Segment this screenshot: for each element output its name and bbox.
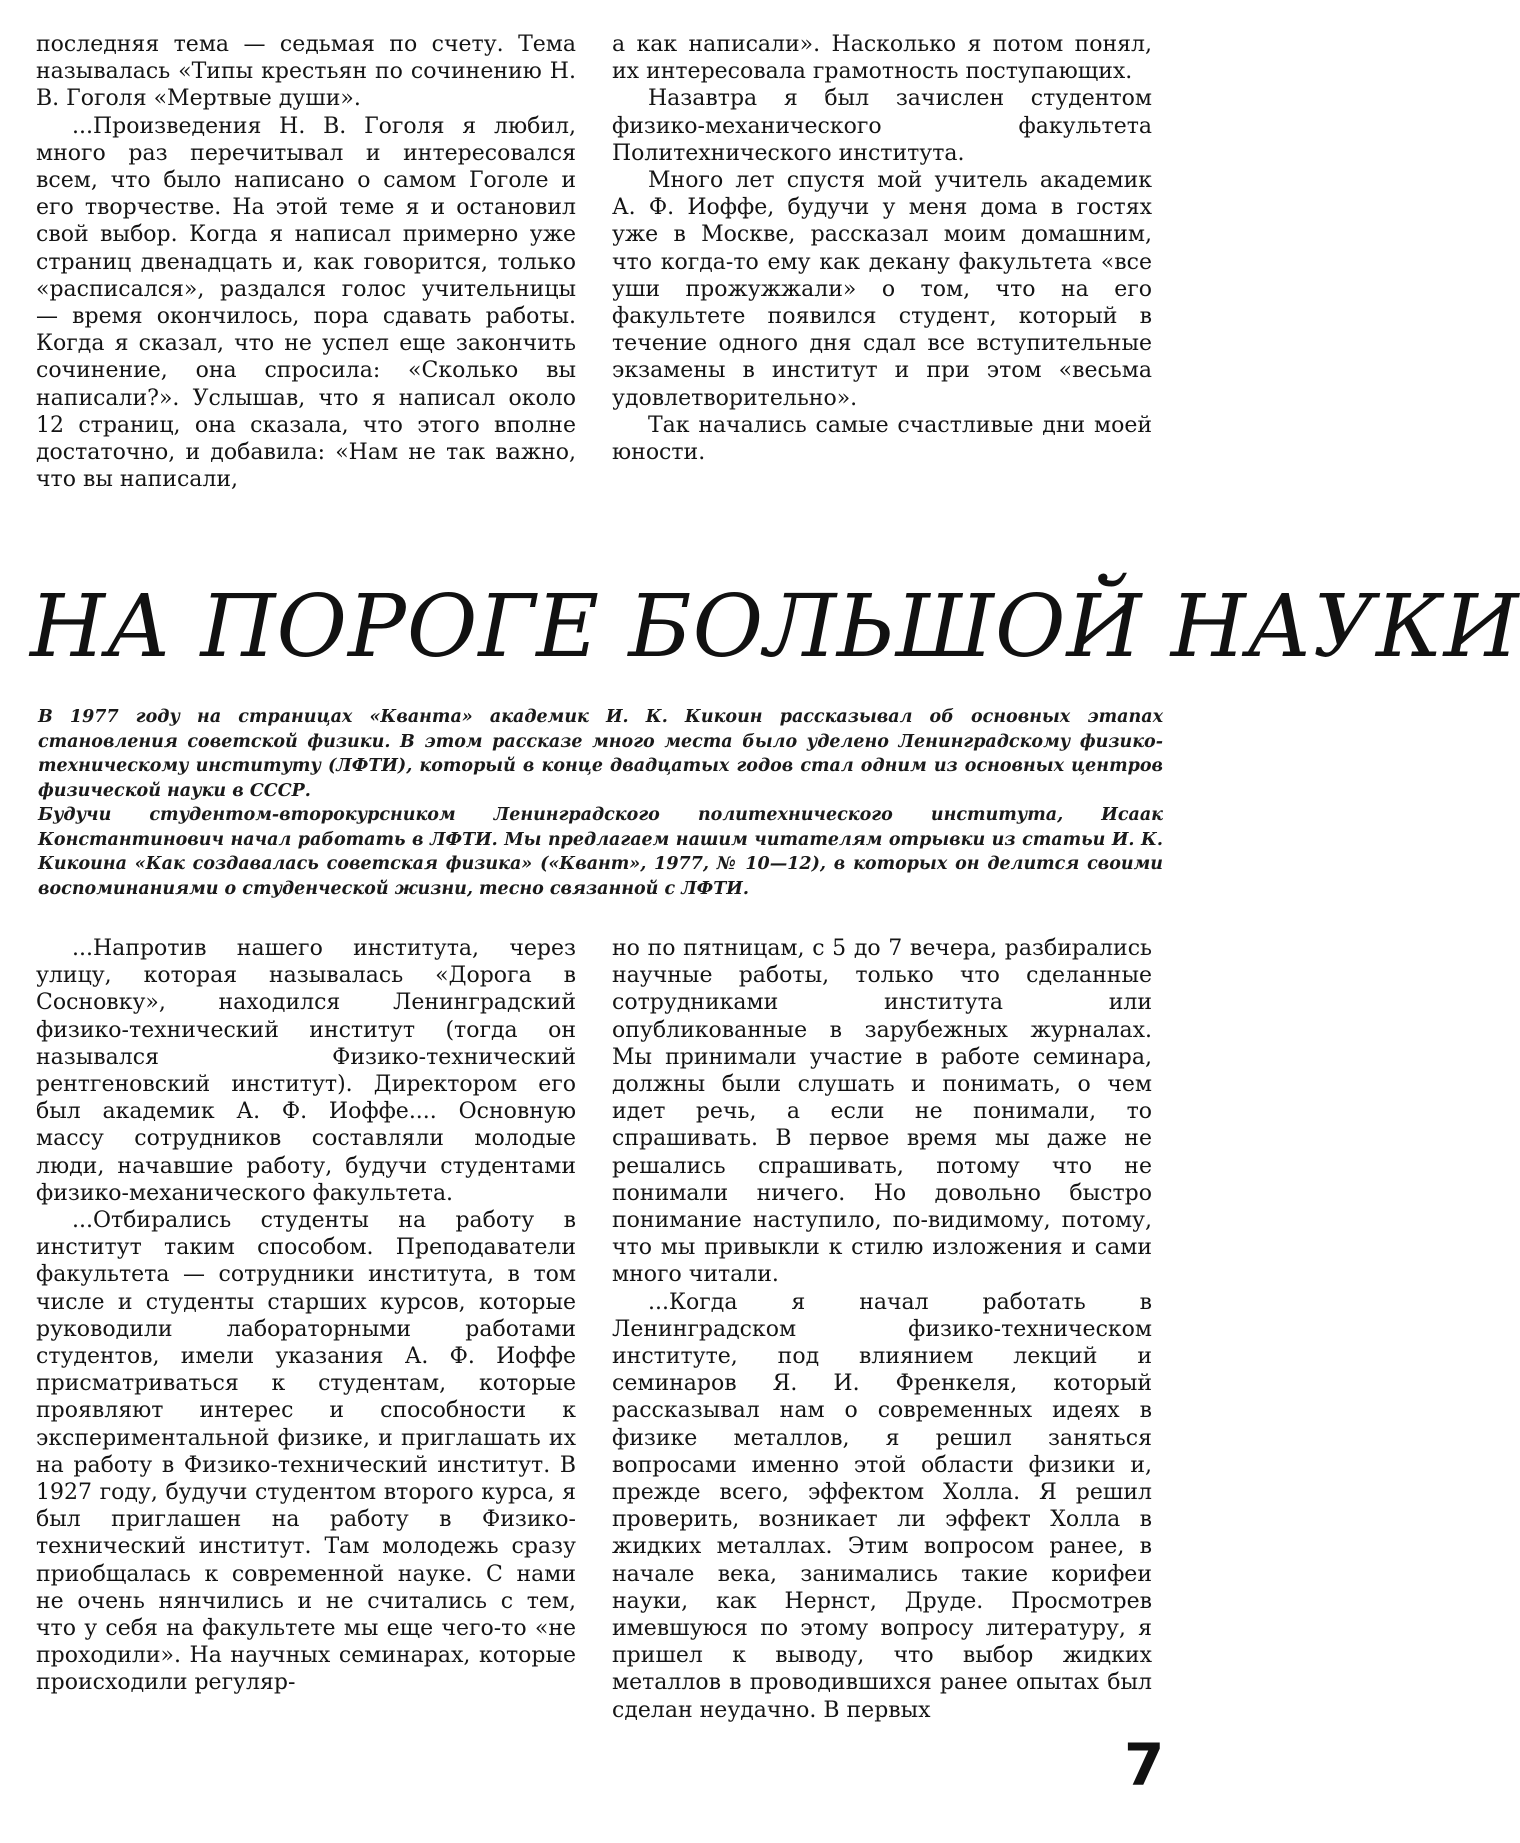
paragraph: ...Отбирались студенты на работу в институт таким способом. Преподаватели факультета — сотрудники института, в том числе и студенты старших курсов, которые руководили лабораторными работами студентов, имели указания А. Ф. Иоффе присматриваться к студентам, которые проявляют интерес и способности к экспериментальной физике, и приглашать их на работу в Физико-технический институт. В 1927 году, будучи студентом второго курса, я был приглашен на работу в Физико-технический институт. Там молодежь сразу приобщалась к современной науке. С нами не очень нянчились и не считались с тем, что у себя на факультете мы еще чего-то «не проходили». На научных семинарах, которые происходили регуляр-: [36, 1208, 576, 1696]
top-right-column: [612, 31, 1152, 466]
paragraph: ...Произведения Н. В. Гоголя я любил, много раз перечитывал и интересовался всем, что было написано о самом Гоголе и его творчестве. На этой теме я и остановил свой выбор. Когда я написал примерно уже страниц двенадцать и, как говорится, только «расписался», раздался голос учительницы — время окончилось, пора сдавать работы. Когда я сказал, что не успел еще закончить сочинение, она спросила: «Сколько вы написали?». Услышав, что я написал около 12 страниц, она сказала, что этого вполне достаточно, и добавила: «Нам не так важно, что вы написали,: [36, 113, 576, 493]
article-headline: НА ПОРОГЕ БОЛЬШОЙ НАУКИ: [30, 577, 1520, 677]
paragraph: Назавтра я был зачислен студентом физико-механического факультета Политехнического института.: [612, 86, 1152, 166]
paragraph: а как написали». Насколько я потом понял, их интересовала грамотность поступающих.: [612, 32, 1152, 85]
paragraph: ...Когда я начал работать в Ленинградском физико-техническом институте, под влиянием лекций и семинаров Я. И. Френкеля, который рассказывал нам о современных идеях в физике металлов, я решил заняться вопросами именно этой области физики и, прежде всего, эффектом Холла. Я решил проверить, возникает ли эффект Холла в жидких металлах. Этим вопросом ранее, в начале века, занимались такие корифеи науки, как Нернст, Друде. Просмотрев имевшуюся по этому вопросу литературу, я пришел к выводу, что выбор жидких металлов в проводившихся ранее опытах был сделан неудачно. В первых: [612, 1289, 1152, 1723]
paragraph: но по пятницам, с 5 до 7 вечера, разбирались научные работы, только что сделанные сотрудниками института или опубликованные в зарубежных журналах. Мы принимали участие в работе семинара, должны были слушать и понимать, о чем идет речь, а если не понимали, то спрашивать. В первое время мы даже не решались спрашивать, потому что не понимали ничего. Но довольно быстро понимание наступило, по-видимому, потому, что мы привыкли к стилю изложения и сами много читали.: [612, 936, 1152, 1288]
article-left-column: [36, 935, 576, 1697]
intro-paragraph: В 1977 году на страницах «Кванта» академик И. К. Кикоин рассказывал об основных этапах становления советской физики. В этом рассказе много места было уделено Ленинградскому физико-техническому институту (ЛФТИ), который в конце двадцатых годов стал одним из основных центров физической науки в СССР.: [38, 707, 1163, 801]
article-intro: [38, 705, 1163, 901]
paragraph: последняя тема — седьмая по счету. Тема называлась «Типы крестьян по сочинению Н. В. Гоголя «Мертвые души».: [36, 32, 576, 112]
intro-paragraph: Будучи студентом-второкурсником Ленинградского политехнического института, Исаак Константинович начал работать в ЛФТИ. Мы предлагаем нашим читателям отрывки из статьи И. К. Кикоина «Как создавалась советская физика» («Квант», 1977, № 10—12), в которых он делится своими воспоминаниями о студенческой жизни, тесно связанной с ЛФТИ.: [38, 805, 1163, 899]
paragraph: ...Напротив нашего института, через улицу, которая называлась «Дорога в Сосновку», находился Ленинградский физико-технический институт (тогда он назывался Физико-технический рентгеновский институт). Директором его был академик А. Ф. Иоффе.... Основную массу сотрудников составляли молодые люди, начавшие работу, будучи студентами физико-механического факультета.: [36, 936, 576, 1206]
top-left-column: [36, 31, 576, 493]
page-number: 7: [1124, 1731, 1165, 1799]
article-right-column: [612, 935, 1152, 1724]
paragraph: Так начались самые счастливые дни моей юности.: [612, 412, 1152, 466]
paragraph: Много лет спустя мой учитель академик А. Ф. Иоффе, будучи у меня дома в гостях уже в Москве, рассказал моим домашним, что когда-то ему как декану факультета «все уши прожужжали» о том, что на его факультете появился студент, который в течение одного дня сдал все вступительные экзамены в институт и при этом «весьма удовлетворительно».: [612, 168, 1152, 411]
